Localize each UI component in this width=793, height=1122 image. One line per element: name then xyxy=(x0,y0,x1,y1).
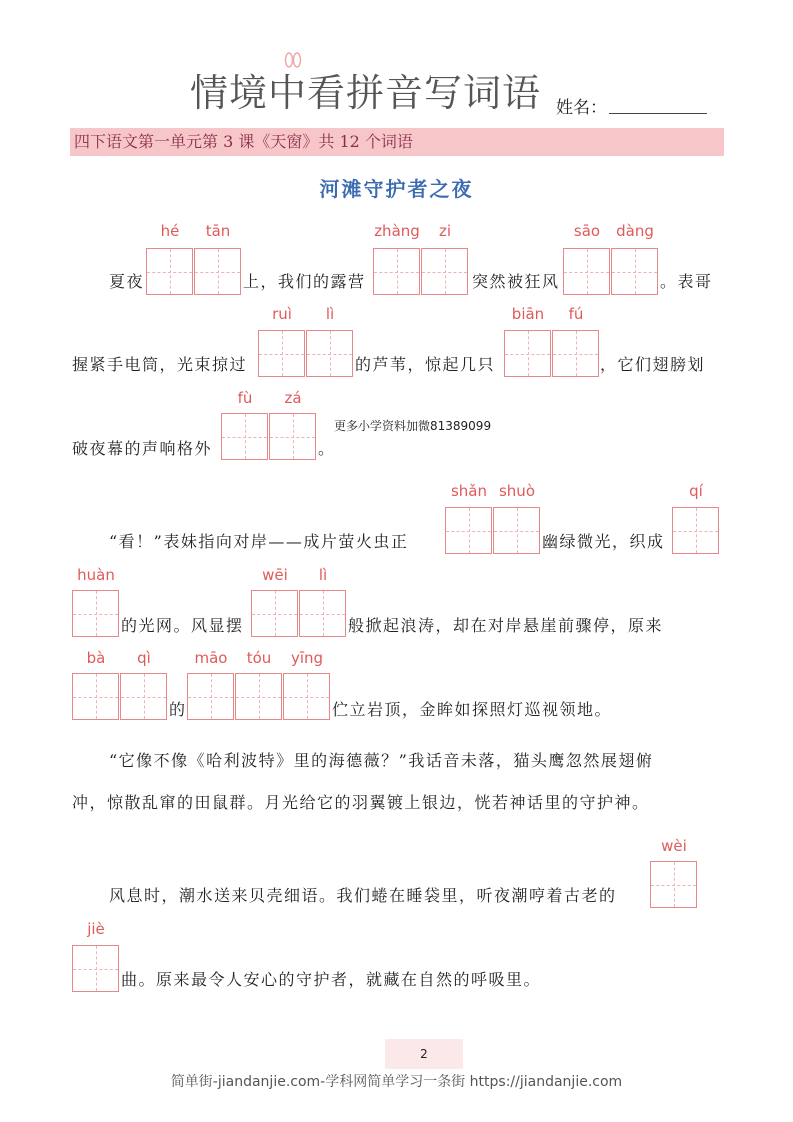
page-number: 2 xyxy=(385,1039,463,1069)
writing-box[interactable] xyxy=(194,248,241,295)
writing-box[interactable] xyxy=(504,330,551,377)
passage-text: 的 xyxy=(169,700,187,719)
pinyin-label: lì xyxy=(318,566,328,584)
writing-box[interactable] xyxy=(72,945,119,992)
worksheet-title: 情境中看拼音写词语 xyxy=(190,71,542,115)
pinyin-label: lì xyxy=(325,305,335,323)
passage-text: 握紧手电筒，光束掠过 xyxy=(72,355,248,374)
writing-box[interactable] xyxy=(306,330,353,377)
writing-box[interactable] xyxy=(299,590,346,637)
writing-box[interactable] xyxy=(650,861,697,908)
rabbit-ears-icon xyxy=(282,52,304,68)
writing-box[interactable] xyxy=(421,248,468,295)
writing-box[interactable] xyxy=(235,673,282,720)
pinyin-label: biān xyxy=(511,305,545,323)
writing-box[interactable] xyxy=(187,673,234,720)
passage-text: 的光网。风显摆 xyxy=(121,616,244,635)
story-title: 河滩守护者之夜 xyxy=(319,177,474,201)
passage-text: 破夜幕的声响格外 xyxy=(72,439,213,458)
writing-box[interactable] xyxy=(563,248,610,295)
passage-text: 上，我们的露营 xyxy=(243,272,366,291)
writing-box[interactable] xyxy=(373,248,420,295)
pinyin-label: dàng xyxy=(616,222,654,240)
passage-text: “看！”表妹指向对岸——成片萤火虫正 xyxy=(109,532,409,551)
pinyin-label: tóu xyxy=(246,649,272,667)
passage-text: 冲，惊散乱窜的田鼠群。月光给它的羽翼镀上银边，恍若神话里的守护神。 xyxy=(72,793,650,812)
pinyin-label: māo xyxy=(194,649,228,667)
writing-box[interactable] xyxy=(611,248,658,295)
passage-text: 的芦苇，惊起几只 xyxy=(355,355,496,374)
writing-box[interactable] xyxy=(72,590,119,637)
passage-text: 幽绿微光，织成 xyxy=(542,532,665,551)
pinyin-label: hé xyxy=(160,222,180,240)
writing-box[interactable] xyxy=(445,507,492,554)
writing-box[interactable] xyxy=(251,590,298,637)
passage-text: ，它们翅膀划 xyxy=(600,355,706,374)
pinyin-label: fú xyxy=(568,305,584,323)
pinyin-label: fù xyxy=(237,389,253,407)
writing-box[interactable] xyxy=(672,507,719,554)
passage-text: “它像不像《哈利波特》里的海德薇？”我话音未落，猫头鹰忽然展翅俯 xyxy=(109,751,654,770)
writing-box[interactable] xyxy=(552,330,599,377)
passage-text: 曲。原来最令人安心的守护者，就藏在自然的呼吸里。 xyxy=(121,970,542,989)
writing-box[interactable] xyxy=(72,673,119,720)
writing-box[interactable] xyxy=(221,413,268,460)
writing-box[interactable] xyxy=(258,330,305,377)
promo-text: 更多小学资料加微81389099 xyxy=(334,419,492,433)
pinyin-label: wēi xyxy=(262,566,288,584)
passage-text: 突然被狂风 xyxy=(472,272,560,291)
pinyin-label: shǎn xyxy=(450,482,488,500)
writing-box[interactable] xyxy=(146,248,193,295)
name-label: 姓名： xyxy=(556,98,607,118)
passage-text: 。表哥 xyxy=(660,272,713,291)
pinyin-label: zhàng xyxy=(374,222,420,240)
writing-box[interactable] xyxy=(493,507,540,554)
lesson-banner: 四下语文第一单元第 3 课《天窗》共 12 个词语 xyxy=(70,128,724,156)
footer-text: 简单街-jiandanjie.com-学科网简单学习一条街 https://jiandanjie.com xyxy=(170,1074,623,1090)
pinyin-label: shuò xyxy=(498,482,535,500)
pinyin-label: qì xyxy=(137,649,151,667)
pinyin-label: zá xyxy=(284,389,302,407)
pinyin-label: bà xyxy=(86,649,106,667)
passage-text: 夏夜 xyxy=(109,272,145,291)
pinyin-label: ruì xyxy=(272,305,292,323)
pinyin-label: huàn xyxy=(77,566,115,584)
passage-text: 伫立岩顶，金眸如探照灯巡视领地。 xyxy=(332,700,613,719)
passage-text: 般掀起浪涛，却在对岸悬崖前骤停，原来 xyxy=(348,616,664,635)
pinyin-label: jiè xyxy=(87,920,105,938)
pinyin-label: qí xyxy=(689,482,703,500)
passage-text: 风息时，潮水送来贝壳细语。我们蜷在睡袋里，听夜潮哼着古老的 xyxy=(109,886,617,905)
name-input-line[interactable] xyxy=(609,113,707,114)
passage-text: 。 xyxy=(318,439,336,458)
pinyin-label: sāo xyxy=(573,222,601,240)
writing-box[interactable] xyxy=(283,673,330,720)
pinyin-label: wèi xyxy=(661,837,687,855)
writing-box[interactable] xyxy=(269,413,316,460)
writing-box[interactable] xyxy=(120,673,167,720)
pinyin-label: tān xyxy=(205,222,231,240)
pinyin-label: yīng xyxy=(290,649,324,667)
pinyin-label: zi xyxy=(438,222,452,240)
